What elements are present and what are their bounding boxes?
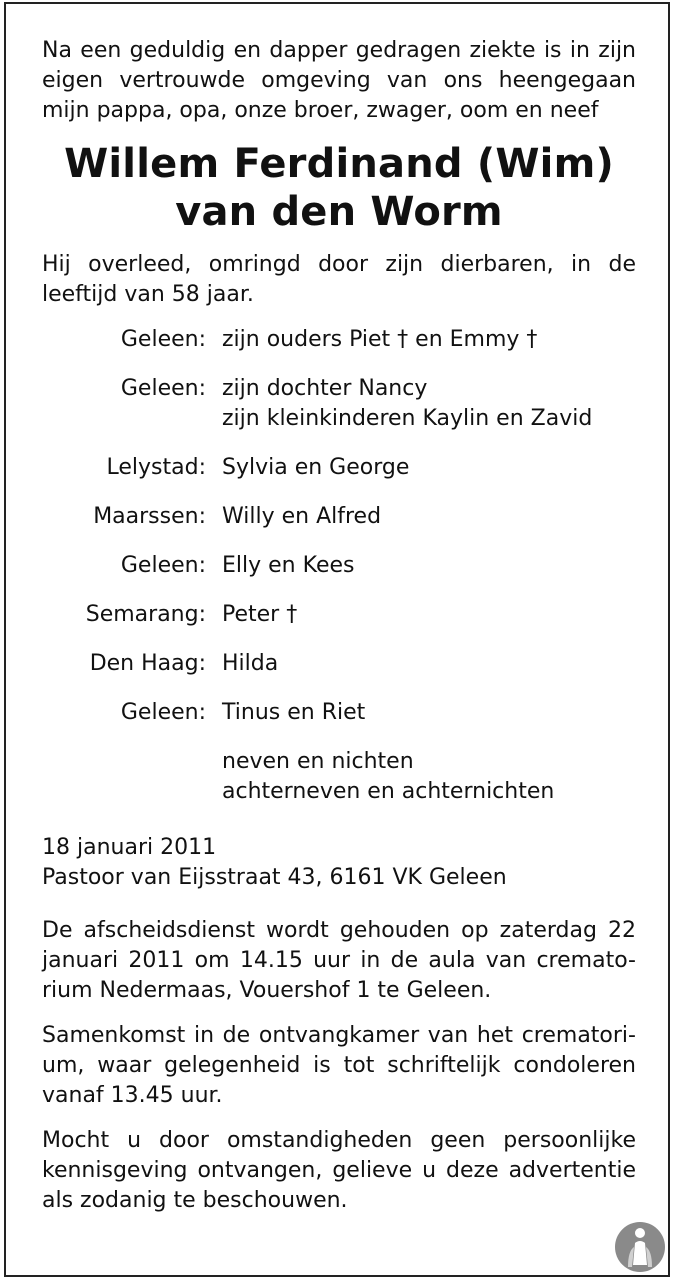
family-member: Willy en Alfred (222, 504, 382, 529)
family-row (42, 374, 636, 434)
family-place: Geleen: (120, 700, 206, 725)
notice-paragraph (42, 1126, 636, 1216)
family-members (222, 325, 537, 355)
family-place: Semarang: (85, 602, 206, 627)
name-line: Willem Ferdinand (Wim) (64, 141, 614, 187)
family-members (222, 551, 354, 581)
service-paragraph (42, 916, 636, 1006)
family-place: Geleen: (120, 376, 206, 401)
family-place: Den Haag: (89, 651, 206, 676)
family-members (222, 600, 297, 630)
family-place (42, 747, 222, 807)
age-text (42, 250, 636, 310)
paragraph-line: kennisgeving ontvangen, gelieve u deze advertentie (42, 1158, 636, 1183)
paragraph-line: um, waar gelegenheid is tot schriftelijk condoleren (42, 1053, 636, 1078)
home-address: Pastoor van Eijsstraat 43, 6161 VK Geleen (42, 865, 507, 890)
intro-line: Na een geduldig en dapper gedragen ziekte is in zijn (42, 38, 636, 63)
family-row (42, 325, 636, 355)
paragraph-line: als zodanig te beschouwen. (42, 1188, 348, 1213)
name-line: van den Worm (175, 189, 503, 235)
announcement-content (42, 36, 636, 1216)
family-members (222, 374, 592, 434)
family-row (42, 649, 636, 679)
paragraph-line: Mocht u door omstandigheden geen persoonlijke (42, 1128, 636, 1153)
family-member: zijn kleinkinderen Kaylin en Zavid (222, 406, 593, 431)
family-list (42, 325, 636, 807)
family-row (42, 551, 636, 581)
family-member: Peter † (222, 602, 298, 627)
family-members (222, 747, 554, 807)
family-row (42, 502, 636, 532)
intro-text (42, 36, 636, 126)
deceased-name (42, 140, 636, 236)
family-members (222, 453, 409, 483)
paragraph-line: Samenkomst in de ontvangkamer van het crematori- (42, 1023, 636, 1048)
announcement-date: 18 januari 2011 (42, 835, 217, 860)
family-place: Geleen: (120, 327, 206, 352)
paragraph-line: De afscheidsdienst wordt gehouden op zaterdag 22 (42, 918, 636, 943)
family-member: achterneven en achternichten (222, 779, 555, 804)
family-member: Elly en Kees (222, 553, 355, 578)
family-place: Geleen: (120, 553, 206, 578)
gathering-paragraph (42, 1021, 636, 1111)
age-line: Hij overleed, omringd door zijn dierbaren, in de (42, 252, 636, 277)
paragraph-line: rium Nedermaas, Vouershof 1 te Geleen. (42, 978, 492, 1003)
family-member: zijn dochter Nancy (222, 376, 428, 401)
family-members (222, 698, 365, 728)
family-place: Maarssen: (93, 504, 206, 529)
family-member: Tinus en Riet (222, 700, 366, 725)
family-row (42, 698, 636, 728)
family-member: neven en nichten (222, 749, 414, 774)
intro-line: mijn pappa, opa, onze broer, zwager, oom en neef (42, 98, 599, 123)
date-address (42, 833, 636, 893)
family-members (222, 502, 381, 532)
family-members (222, 649, 278, 679)
family-member: Sylvia en George (222, 455, 410, 480)
age-line: leeftijd van 58 jaar. (42, 282, 254, 307)
paragraph-line: vanaf 13.45 uur. (42, 1083, 223, 1108)
family-member: zijn ouders Piet † en Emmy † (222, 327, 538, 352)
family-row (42, 453, 636, 483)
intro-line: eigen vertrouwde omgeving van ons heengegaan (42, 68, 636, 93)
paragraph-line: januari 2011 om 14.15 uur in de aula van cremato- (42, 948, 636, 973)
family-row (42, 747, 636, 807)
family-row (42, 600, 636, 630)
memorial-logo-icon (614, 1221, 666, 1273)
family-place: Lelystad: (106, 455, 206, 480)
family-member: Hilda (222, 651, 279, 676)
